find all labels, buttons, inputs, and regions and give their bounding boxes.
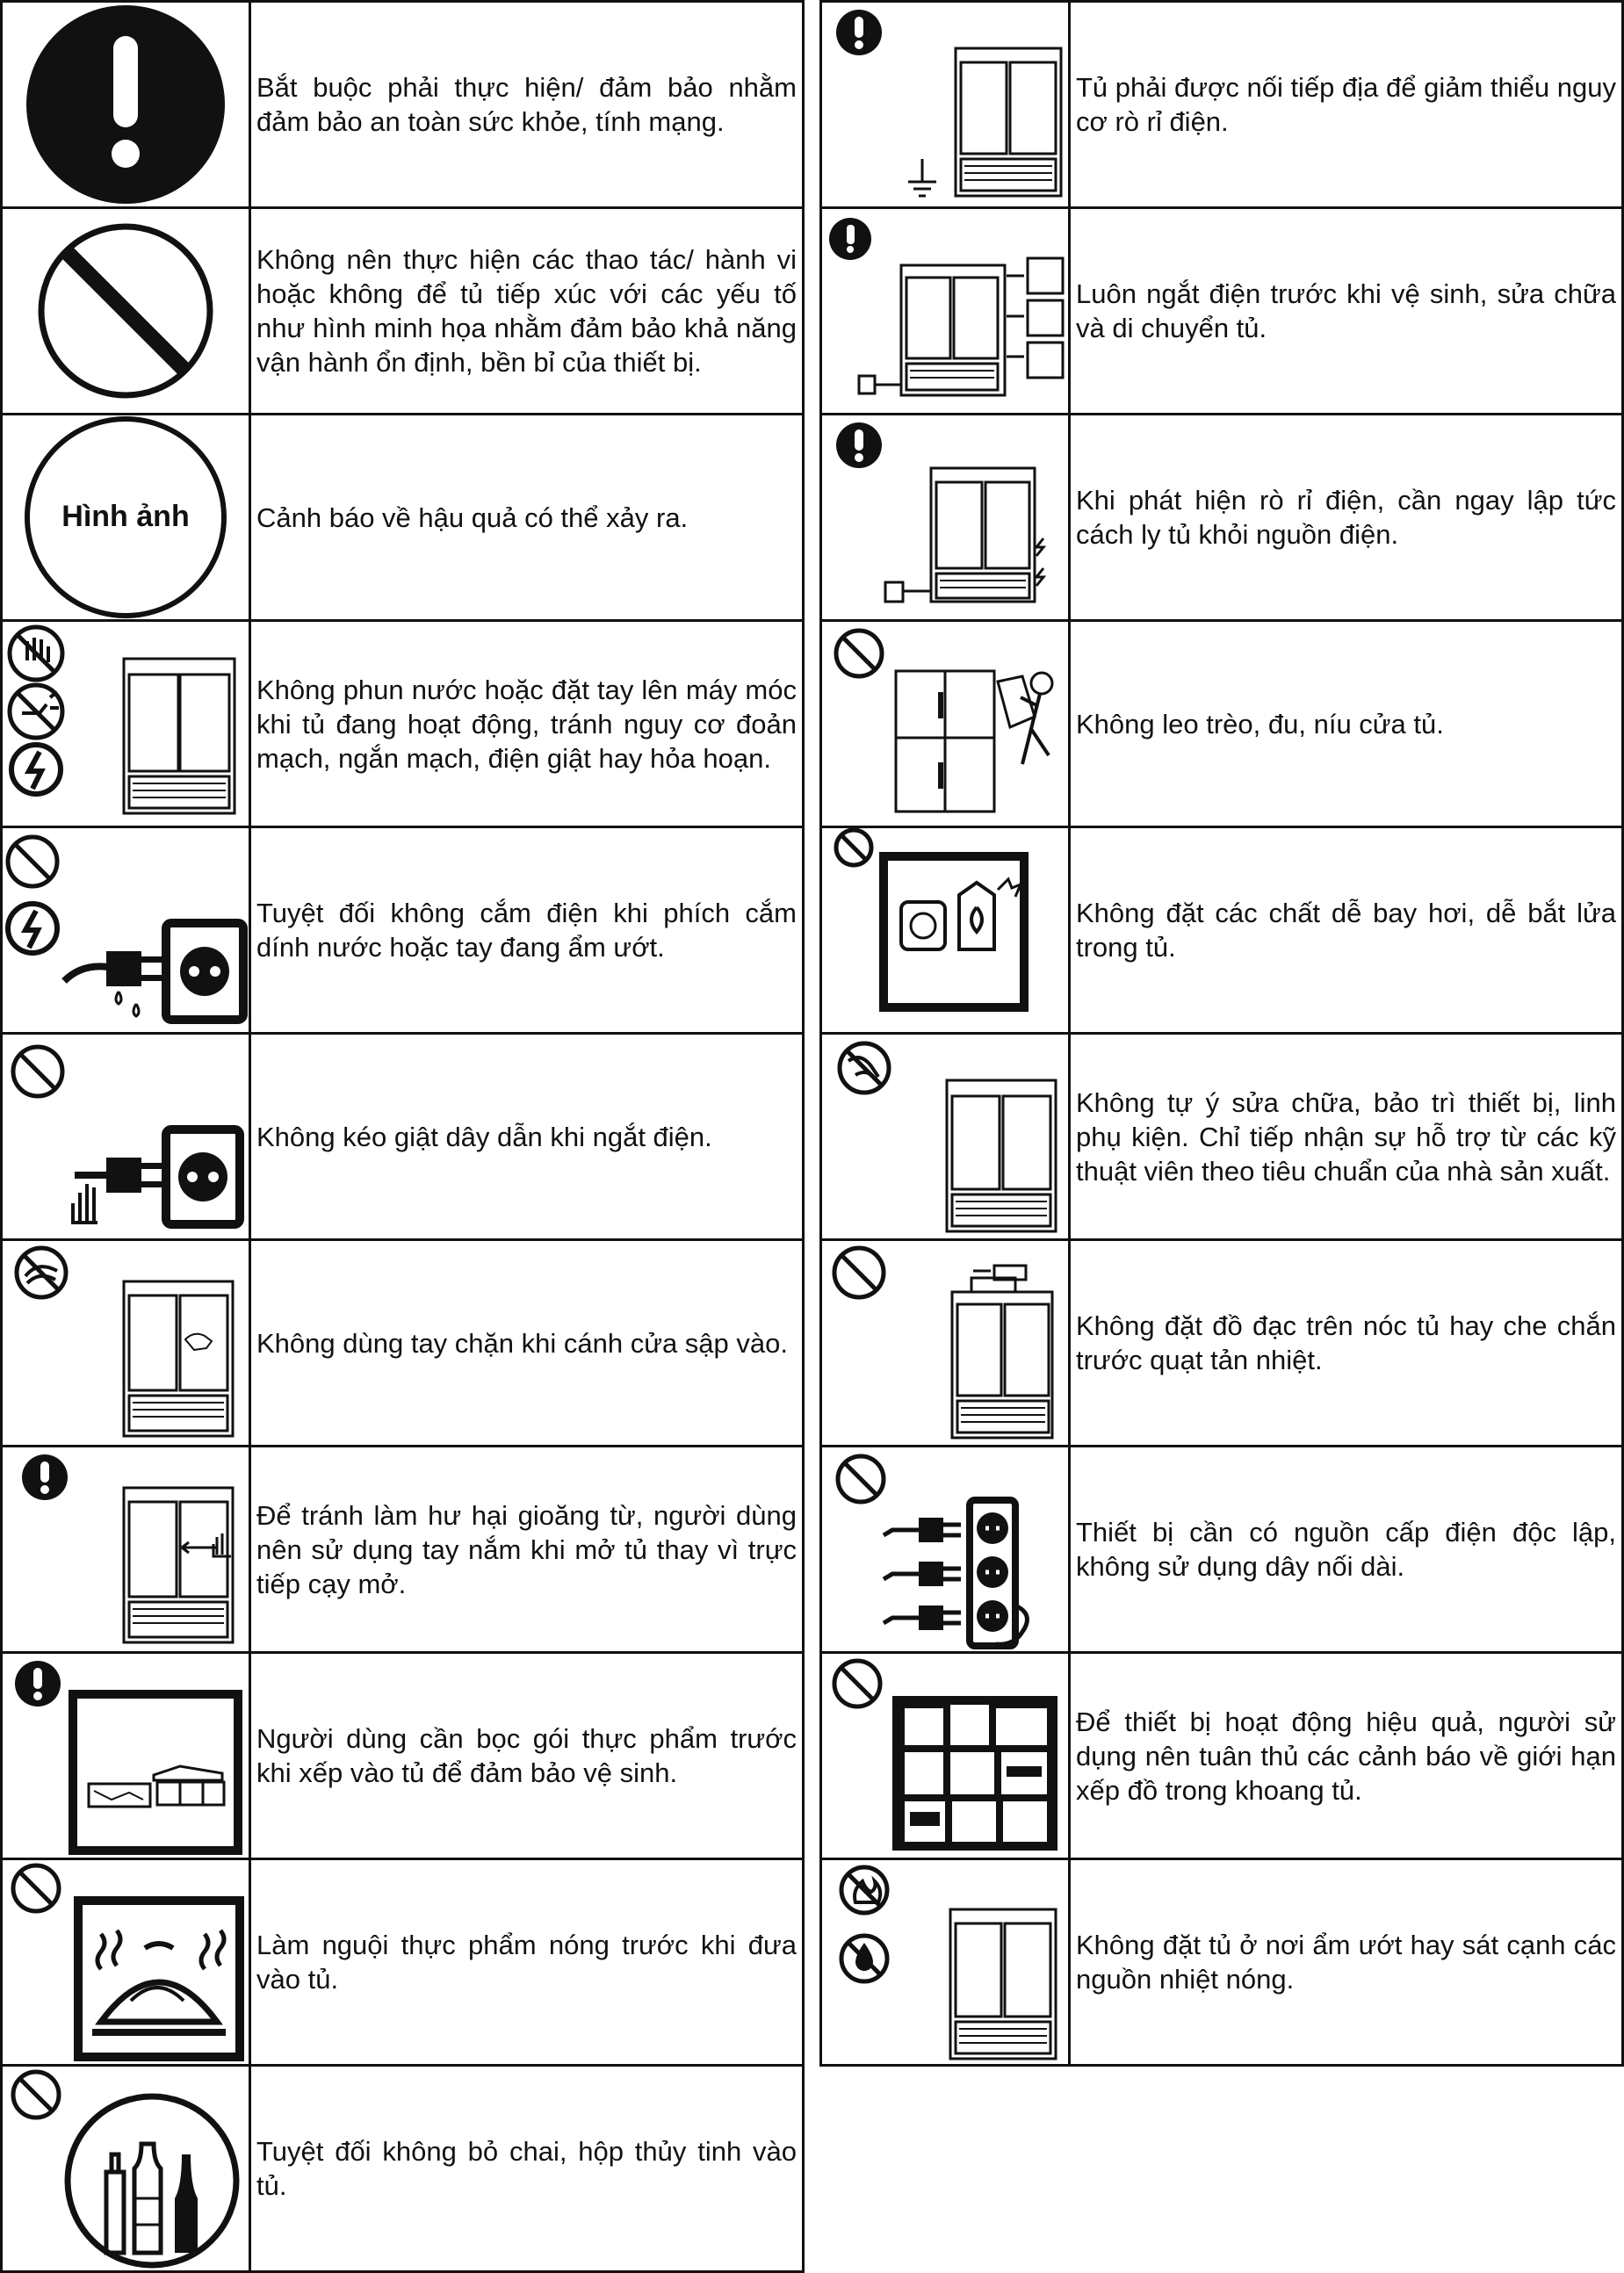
table-row (821, 621, 1623, 827)
table-row (821, 1653, 1623, 1859)
no-hand-block-door-icon (3, 1241, 249, 1445)
table-row (821, 1859, 1623, 2066)
use-handle-icon (3, 1447, 249, 1651)
no-pull-cord-icon (3, 1035, 249, 1238)
table-row (821, 415, 1623, 621)
table-row (2, 621, 804, 827)
table-row (2, 415, 804, 621)
row-text: Không đặt tủ ở nơi ẩm ướt hay sát cạnh các nguồn nhiệt nóng. (1070, 1859, 1623, 2066)
left-safety-table (0, 0, 805, 2273)
cool-food-icon (3, 1860, 249, 2064)
table-row (821, 1447, 1623, 1653)
table-row (2, 1447, 804, 1653)
independent-power-icon (822, 1447, 1068, 1651)
no-climbing-icon (822, 622, 1068, 826)
no-heat-humidity-icon (822, 1860, 1068, 2064)
table-row (821, 1240, 1623, 1447)
table-row (2, 1859, 804, 2066)
row-text: Không nên thực hiện các thao tác/ hành vi hoặc không để tủ tiếp xúc với các yếu tố như hình minh họa nhằm đảm bảo khả năng vận hành ổn định, bền bỉ của thiết bị. (250, 208, 804, 415)
row-text: Cảnh báo về hậu quả có thể xảy ra. (250, 415, 804, 621)
table-row (2, 827, 804, 1034)
row-text: Không kéo giật dây dẫn khi ngắt điện. (250, 1034, 804, 1240)
no-flammable-icon (822, 828, 1068, 1032)
table-row (2, 2, 804, 208)
storage-limit-icon (822, 1654, 1068, 1858)
row-text: Tủ phải được nối tiếp địa để giảm thiểu nguy cơ rò rỉ điện. (1070, 2, 1623, 208)
wrap-food-icon (3, 1654, 249, 1858)
no-objects-on-top-icon (822, 1241, 1068, 1445)
no-glass-bottles-icon (3, 2067, 249, 2270)
row-text: Để tránh làm hư hại gioăng từ, người dùng nên sử dụng tay nắm khi mở tủ thay vì trực tiếp cạy mở. (250, 1447, 804, 1653)
table-row (821, 208, 1623, 415)
table-row (821, 827, 1623, 1034)
row-text: Không đặt các chất dễ bay hơi, dễ bắt lửa trong tủ. (1070, 827, 1623, 1034)
image-warning-icon (3, 415, 249, 619)
row-text: Không phun nước hoặc đặt tay lên máy móc khi tủ đang hoạt động, tránh nguy cơ đoản mạch, ngắn mạch, điện giật hay hỏa hoạn. (250, 621, 804, 827)
row-text: Để thiết bị hoạt động hiệu quả, người sử dụng nên tuân thủ các cảnh báo về giới hạn xếp đồ trong khoang tủ. (1070, 1653, 1623, 1859)
row-text: Bắt buộc phải thực hiện/ đảm bảo nhằm đảm bảo an toàn sức khỏe, tính mạng. (250, 2, 804, 208)
row-text: Làm nguội thực phẩm nóng trước khi đưa vào tủ. (250, 1859, 804, 2066)
row-text: Không leo trèo, đu, níu cửa tủ. (1070, 621, 1623, 827)
table-row (2, 1034, 804, 1240)
row-text: Thiết bị cần có nguồn cấp điện độc lập, không sử dụng dây nối dài. (1070, 1447, 1623, 1653)
row-text: Luôn ngắt điện trước khi vệ sinh, sửa chữa và di chuyển tủ. (1070, 208, 1623, 415)
prohibition-icon (3, 209, 249, 413)
table-row (821, 2, 1623, 208)
image-label: Hình ảnh (61, 500, 190, 533)
table-row (2, 1240, 804, 1447)
table-row (2, 1653, 804, 1859)
table-row (2, 208, 804, 415)
row-text: Tuyệt đối không bỏ chai, hộp thủy tinh vào tủ. (250, 2066, 804, 2272)
table-row (2, 2066, 804, 2272)
grounding-icon (822, 3, 1068, 206)
electric-leak-icon (822, 415, 1068, 619)
no-self-repair-icon (822, 1035, 1068, 1238)
mandatory-icon (3, 3, 249, 206)
row-text: Không tự ý sửa chữa, bảo trì thiết bị, linh phụ kiện. Chỉ tiếp nhận sự hỗ trợ từ các kỹ thuật viên theo tiêu chuẩn của nhà sản xuất. (1070, 1034, 1623, 1240)
row-text: Người dùng cần bọc gói thực phẩm trước khi xếp vào tủ để đảm bảo vệ sinh. (250, 1653, 804, 1859)
table-row (821, 1034, 1623, 1240)
row-text: Không đặt đồ đạc trên nóc tủ hay che chắn trước quạt tản nhiệt. (1070, 1240, 1623, 1447)
row-text: Khi phát hiện rò rỉ điện, cần ngay lập tức cách ly tủ khỏi nguồn điện. (1070, 415, 1623, 621)
unplug-before-service-icon (822, 209, 1068, 413)
right-safety-table (819, 0, 1624, 2067)
row-text: Không dùng tay chặn khi cánh cửa sập vào. (250, 1240, 804, 1447)
no-water-spray-icon (3, 622, 249, 826)
row-text: Tuyệt đối không cắm điện khi phích cắm dính nước hoặc tay đang ẩm ướt. (250, 827, 804, 1034)
wet-plug-icon (3, 828, 249, 1032)
